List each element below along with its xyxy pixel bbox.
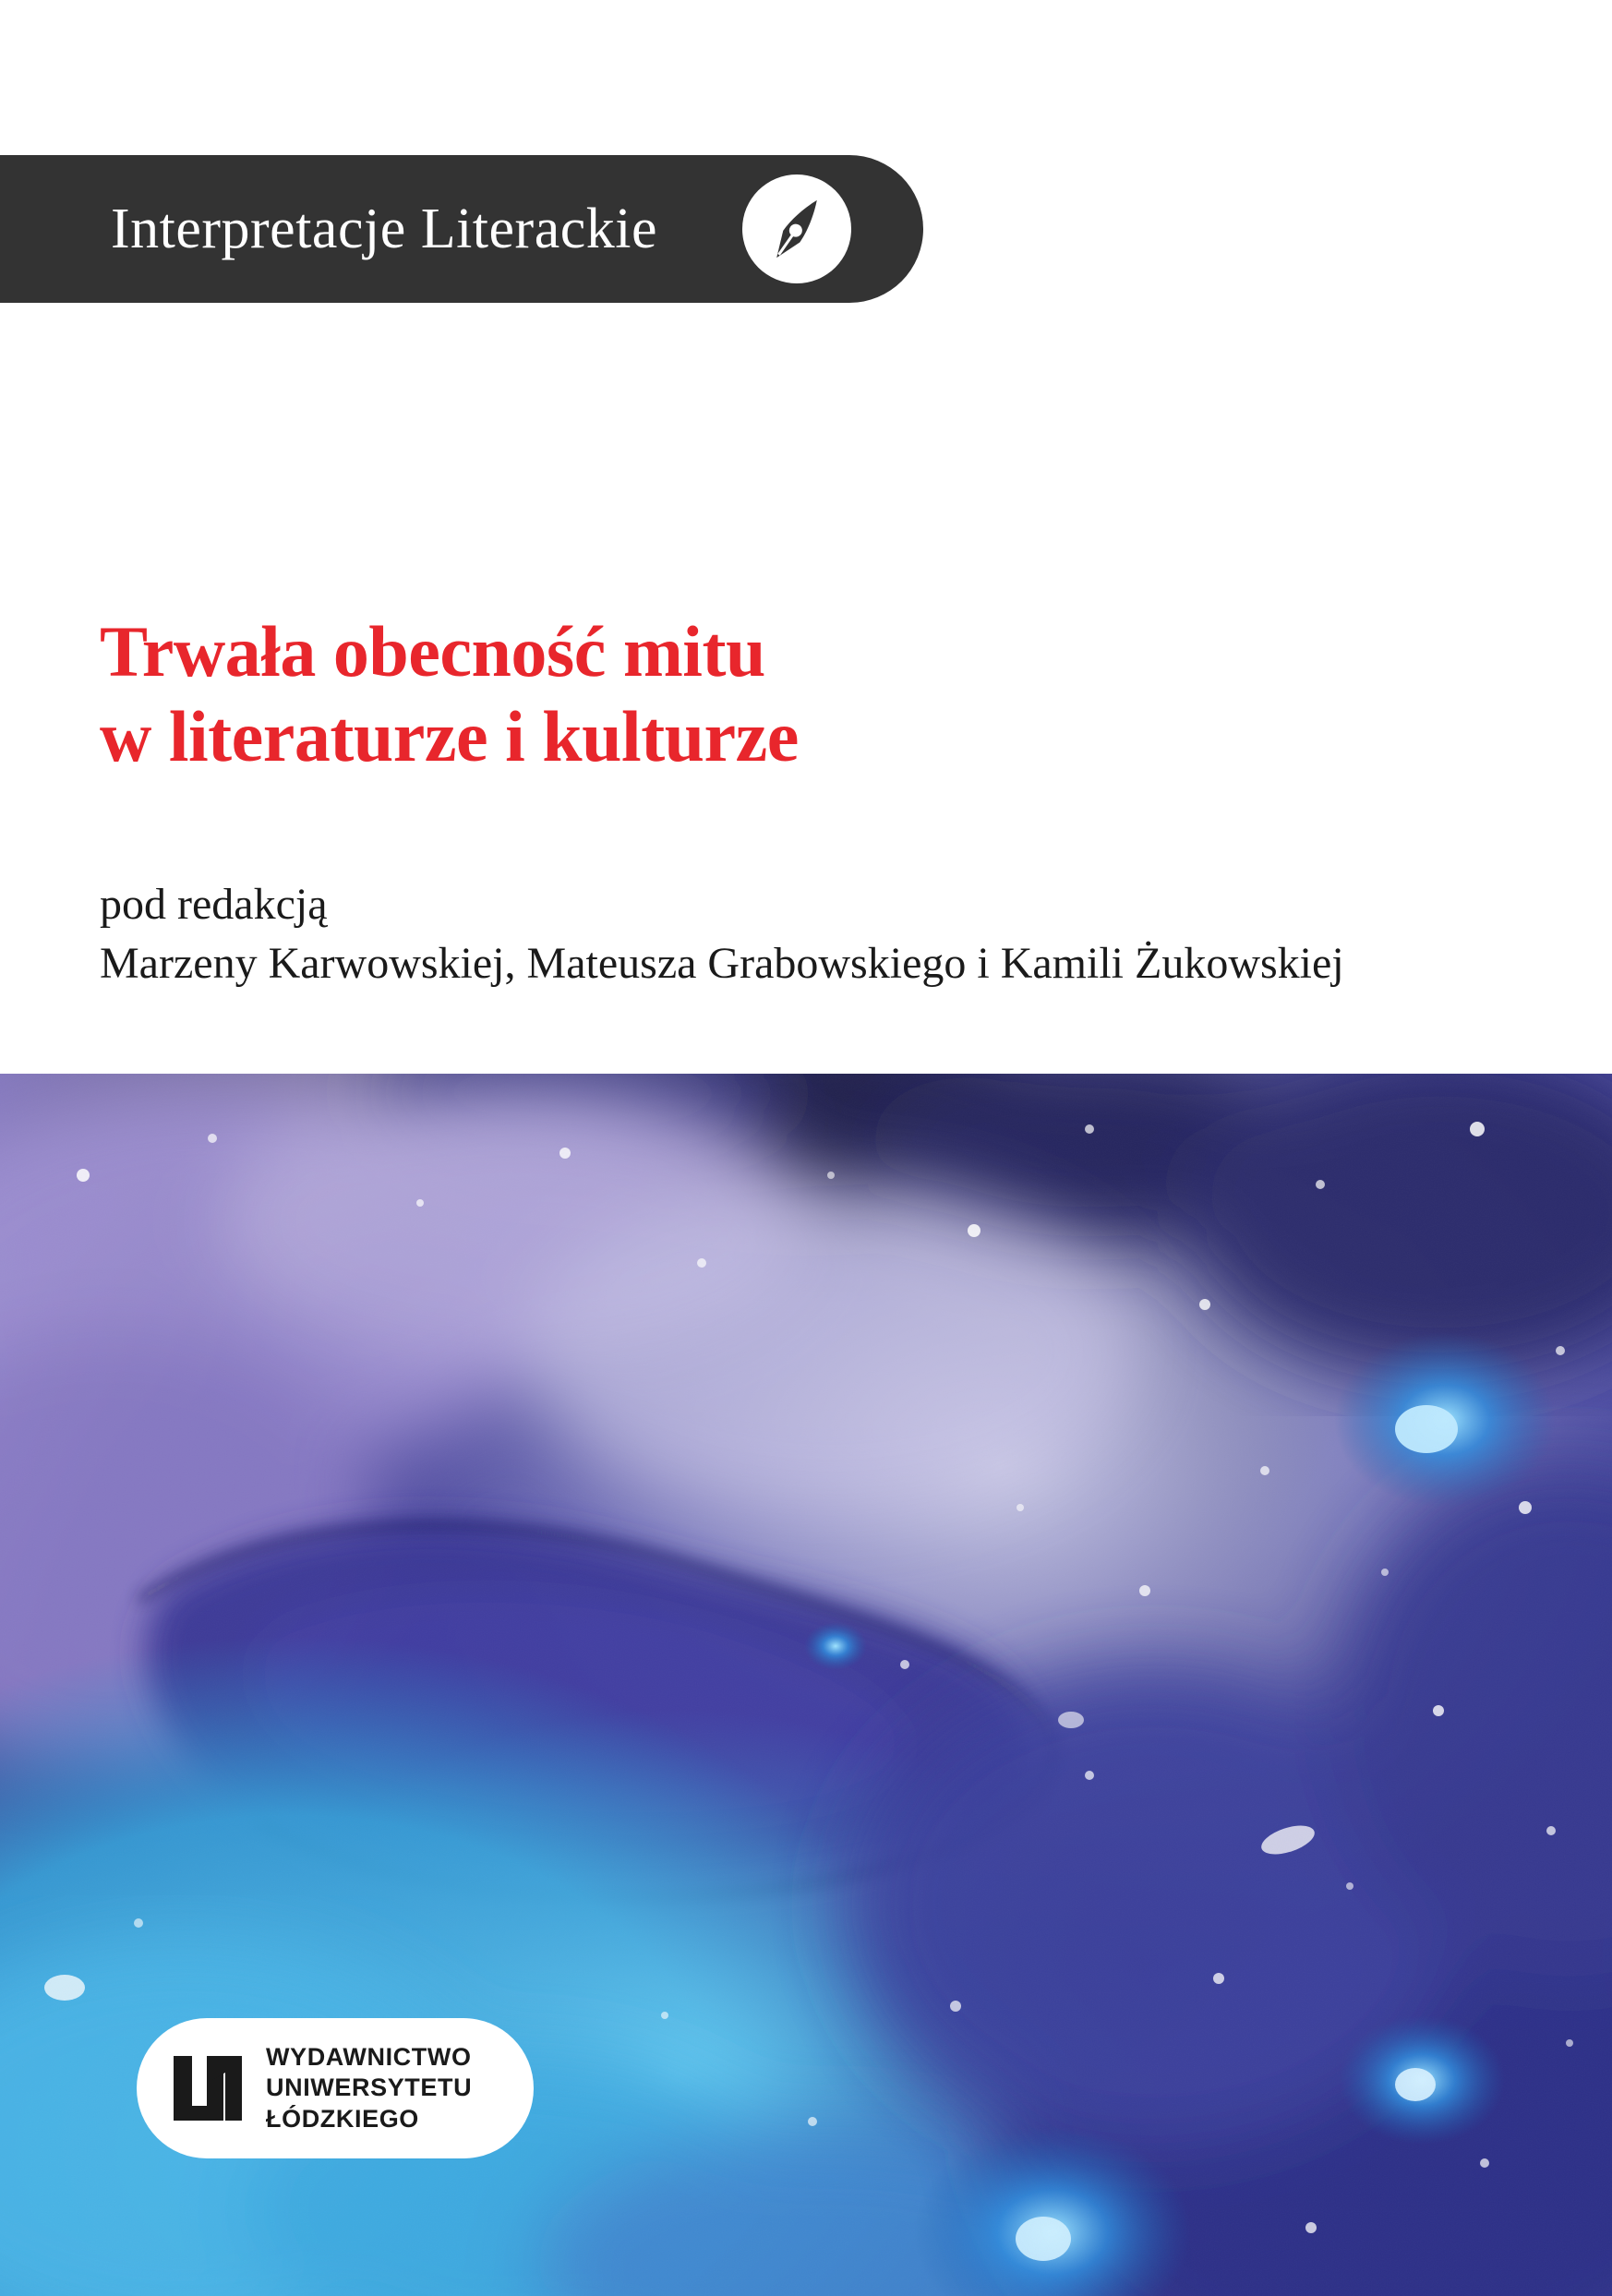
publisher-logo (137, 2018, 534, 2158)
editors-lead-label: pod redakcją (100, 880, 328, 929)
publisher-line-1: WYDAWNICTWO (266, 2042, 472, 2071)
book-title (100, 609, 1522, 779)
book-title-line-1: Trwała obecność mitu (100, 611, 765, 691)
series-banner (0, 155, 923, 303)
publisher-name (266, 2042, 472, 2134)
series-title: Interpretacje Literackie (111, 197, 657, 260)
editors-block (100, 875, 1540, 994)
fountain-pen-nib-icon (742, 174, 851, 283)
book-title-line-2: w literaturze i kulturze (100, 696, 799, 777)
publisher-line-3: ŁÓDZKIEGO (266, 2104, 419, 2133)
book-title-block (100, 609, 1522, 779)
editors-names: Marzeny Karwowskiej, Mateusza Grabowskiego i Kamili Żukowskiej (100, 939, 1344, 989)
publisher-line-2: UNIWERSYTETU (266, 2074, 473, 2102)
lodz-university-press-mark-icon (168, 2052, 247, 2124)
